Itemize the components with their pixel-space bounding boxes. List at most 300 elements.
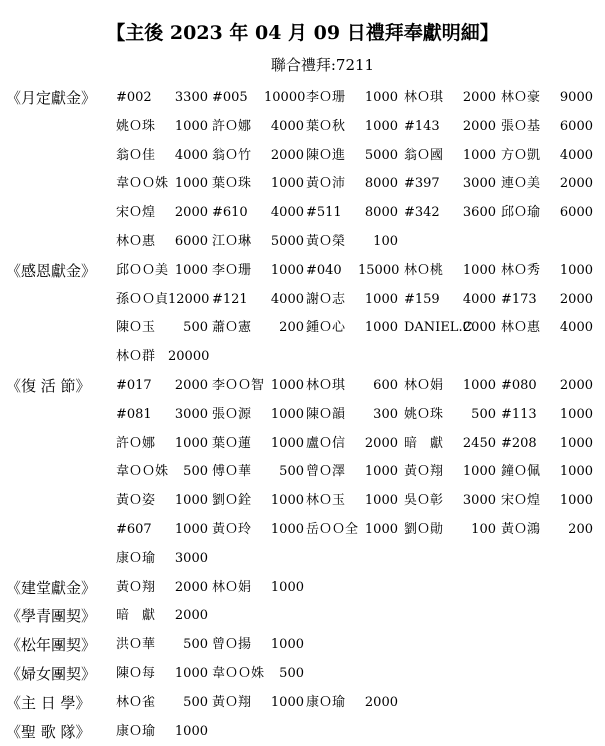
donation-amount: 4000 xyxy=(559,147,593,163)
donation-amount: 2000 xyxy=(462,320,496,336)
donation-amount: 2000 xyxy=(174,608,208,624)
donation-amount: 1000 xyxy=(270,176,304,192)
donor-entry xyxy=(501,84,593,113)
donor-name: #607 xyxy=(116,521,152,537)
donation-amount: 1000 xyxy=(364,90,398,105)
donor-entry xyxy=(116,372,208,401)
donor-entry xyxy=(212,430,304,459)
offering-section xyxy=(0,660,605,689)
donation-amount: 1000 xyxy=(462,262,496,278)
section-label: 《月定獻金》 xyxy=(6,89,97,107)
donor-name: 陳Ｏ玉 xyxy=(116,320,156,336)
donation-amount: 2000 xyxy=(364,694,398,710)
donation-amount: 9000 xyxy=(559,90,593,105)
donation-amount: 6000 xyxy=(559,118,593,134)
donor-name: 黃Ｏ榮 xyxy=(306,233,346,249)
donor-entry xyxy=(116,602,208,631)
donor-name: 劉Ｏ勛 xyxy=(404,521,444,537)
donation-amount: 4000 xyxy=(270,118,304,134)
donation-amount: 2000 xyxy=(559,176,593,192)
donation-amount: 1000 xyxy=(270,262,304,278)
donor-entry xyxy=(404,458,496,487)
page-title: 【主後 2023 年 04 月 09 日禮拜奉獻明細】 xyxy=(106,22,499,44)
donor-name: 葉Ｏ蓮 xyxy=(212,435,252,451)
donor-name: 劉Ｏ銓 xyxy=(212,493,252,509)
donor-name: 林Ｏ群 xyxy=(116,349,156,365)
donation-amount: 2000 xyxy=(174,205,208,221)
offering-row xyxy=(0,631,605,660)
donation-amount: 1000 xyxy=(462,147,496,163)
offering-section xyxy=(0,602,605,631)
donor-name: #511 xyxy=(306,205,342,221)
donation-amount: 200 xyxy=(279,320,304,336)
donation-amount: 2450 xyxy=(462,435,496,451)
donation-amount: 1000 xyxy=(174,665,208,681)
donation-amount: 1000 xyxy=(270,579,304,595)
donation-amount: 1000 xyxy=(270,694,304,710)
offering-row xyxy=(0,343,605,372)
donation-amount: 1000 xyxy=(559,493,593,509)
donor-name: 林Ｏ雀 xyxy=(116,694,156,710)
donor-entry xyxy=(212,458,304,487)
donor-name: 岳ＯＯ全 xyxy=(306,521,359,537)
donor-entry xyxy=(306,516,398,545)
offering-section xyxy=(0,84,605,257)
offering-section xyxy=(0,718,605,746)
donor-entry xyxy=(306,257,398,286)
offering-row xyxy=(0,170,605,199)
donor-entry xyxy=(212,84,304,113)
offering-row xyxy=(0,401,605,430)
service-total: 聯合禮拜:7211 xyxy=(270,56,375,74)
donation-amount: 10000 xyxy=(264,90,306,105)
donor-entry xyxy=(306,401,398,430)
donor-name: 林Ｏ琪 xyxy=(306,377,346,393)
section-label: 《松年團契》 xyxy=(6,636,97,655)
donor-entry xyxy=(212,574,304,603)
donor-name: 曾Ｏ揚 xyxy=(212,637,252,653)
donor-entry xyxy=(116,718,208,746)
offering-section xyxy=(0,689,605,718)
donation-amount: 100 xyxy=(471,521,496,537)
donation-amount: 1000 xyxy=(270,435,304,451)
donation-amount: 5000 xyxy=(364,147,398,163)
donor-name: 許Ｏ娜 xyxy=(212,118,252,134)
donation-amount: 3600 xyxy=(462,205,496,221)
donor-name: #342 xyxy=(404,205,440,221)
donor-entry xyxy=(116,430,208,459)
donation-amount: 1000 xyxy=(364,521,398,537)
donor-entry xyxy=(212,199,304,228)
offering-row xyxy=(0,372,605,401)
offering-sections xyxy=(0,84,605,746)
offering-row xyxy=(0,487,605,516)
donation-amount: 1000 xyxy=(559,262,593,278)
offering-row xyxy=(0,574,605,603)
donation-amount: 1000 xyxy=(559,435,593,451)
donation-amount: 8000 xyxy=(364,176,398,192)
donor-name: #397 xyxy=(404,176,440,192)
donation-amount: 1000 xyxy=(174,521,208,537)
donor-name: 黃Ｏ沛 xyxy=(306,176,346,192)
donor-name: 方Ｏ凱 xyxy=(501,147,541,163)
donor-name: 洪Ｏ華 xyxy=(116,637,156,653)
donor-name: 宋Ｏ煌 xyxy=(116,205,156,221)
donor-name: 葉Ｏ秋 xyxy=(306,118,346,134)
donor-name: 謝Ｏ志 xyxy=(306,291,346,307)
donation-amount: 8000 xyxy=(364,205,398,221)
offering-section xyxy=(0,631,605,660)
offering-row xyxy=(0,718,605,746)
donation-amount: 500 xyxy=(279,665,304,681)
donor-entry xyxy=(306,314,398,343)
donor-entry xyxy=(501,199,593,228)
donor-name: #121 xyxy=(212,291,248,307)
donor-name: #005 xyxy=(212,90,248,105)
donor-entry xyxy=(116,84,208,113)
donation-amount: 1000 xyxy=(462,377,496,393)
donor-entry xyxy=(212,257,304,286)
donor-name: 黃Ｏ翔 xyxy=(404,464,444,480)
donation-amount: 4000 xyxy=(270,291,304,307)
donation-amount: 200 xyxy=(568,521,593,537)
donation-amount: 2000 xyxy=(174,579,208,595)
donor-name: 蕭Ｏ憲 xyxy=(212,320,252,336)
donor-entry xyxy=(404,314,496,343)
donation-amount: 300 xyxy=(373,406,398,422)
donor-entry xyxy=(212,228,304,257)
donor-entry xyxy=(404,199,496,228)
donation-amount: 1000 xyxy=(364,493,398,509)
donor-name: 連Ｏ美 xyxy=(501,176,541,192)
donor-name: 翁Ｏ國 xyxy=(404,147,444,163)
donor-entry xyxy=(501,516,593,545)
donation-amount: 100 xyxy=(373,233,398,249)
donor-entry xyxy=(116,401,208,430)
donor-name: 陳Ｏ每 xyxy=(116,665,156,681)
donation-amount: 1000 xyxy=(174,262,208,278)
donation-amount: 1000 xyxy=(270,406,304,422)
donation-amount: 3300 xyxy=(174,90,208,105)
donor-name: 黃Ｏ鴻 xyxy=(501,521,541,537)
offering-row xyxy=(0,430,605,459)
offering-row xyxy=(0,689,605,718)
offering-section xyxy=(0,257,605,372)
donation-amount: 500 xyxy=(183,637,208,653)
donor-entry xyxy=(501,372,593,401)
donor-name: 姚Ｏ珠 xyxy=(404,406,444,422)
donor-entry xyxy=(212,170,304,199)
donation-amount: 1000 xyxy=(270,377,304,393)
donation-amount: 3000 xyxy=(462,493,496,509)
donor-entry xyxy=(306,430,398,459)
donor-name: 李Ｏ珊 xyxy=(212,262,252,278)
donation-amount: 4000 xyxy=(462,291,496,307)
donor-name: #159 xyxy=(404,291,440,307)
donor-entry xyxy=(306,372,398,401)
donation-amount: 500 xyxy=(183,464,208,480)
donor-entry xyxy=(404,372,496,401)
donor-name: 韋ＯＯ姝 xyxy=(212,665,265,681)
donor-name: 陳Ｏ進 xyxy=(306,147,346,163)
donor-name: 盧Ｏ信 xyxy=(306,435,346,451)
donation-amount: 500 xyxy=(471,406,496,422)
donation-amount: 6000 xyxy=(174,233,208,249)
donor-entry xyxy=(212,314,304,343)
donation-amount: 1000 xyxy=(174,435,208,451)
donor-name: 邱Ｏ瑜 xyxy=(501,205,541,221)
donation-amount: 2000 xyxy=(462,118,496,134)
donor-name: 林Ｏ豪 xyxy=(501,90,541,105)
donor-name: 林Ｏ琪 xyxy=(404,90,444,105)
donor-name: 林Ｏ娟 xyxy=(404,377,444,393)
donation-amount: 3000 xyxy=(462,176,496,192)
donor-name: 康Ｏ瑜 xyxy=(116,550,156,566)
donor-entry xyxy=(212,516,304,545)
donor-name: #017 xyxy=(116,377,152,393)
donor-entry xyxy=(212,372,304,401)
donor-name: #610 xyxy=(212,205,248,221)
donor-name: 孫ＯＯ貞 xyxy=(116,291,169,307)
donor-name: 林Ｏ娟 xyxy=(212,579,252,595)
donor-name: 黃Ｏ姿 xyxy=(116,493,156,509)
section-label: 《聖 歌 隊》 xyxy=(6,722,91,741)
donor-name: 鍾Ｏ心 xyxy=(306,320,346,336)
donor-entry xyxy=(404,516,496,545)
donor-entry xyxy=(212,286,304,315)
donation-amount: 1000 xyxy=(174,118,208,134)
donation-amount: 500 xyxy=(183,694,208,710)
donation-amount: 2000 xyxy=(462,90,496,105)
donor-entry xyxy=(116,228,208,257)
donation-amount: 2000 xyxy=(270,147,304,163)
offering-row xyxy=(0,314,605,343)
donor-name: 翁Ｏ佳 xyxy=(116,147,156,163)
donor-entry xyxy=(501,487,593,516)
section-label: 《婦女團契》 xyxy=(6,664,97,683)
donor-entry xyxy=(306,199,398,228)
donor-name: 姚Ｏ珠 xyxy=(116,118,156,134)
offering-row xyxy=(0,286,605,315)
donation-amount: 2000 xyxy=(559,377,593,393)
donor-name: 李ＯＯ智 xyxy=(212,377,265,393)
donation-amount: 6000 xyxy=(559,205,593,221)
donor-entry xyxy=(212,487,304,516)
donation-amount: 500 xyxy=(279,464,304,480)
donor-name: 暗 獻 xyxy=(404,435,444,451)
section-label: 《建堂獻金》 xyxy=(6,578,97,597)
donation-amount: 3000 xyxy=(174,550,208,566)
donation-amount: 1000 xyxy=(364,464,398,480)
donation-amount: 500 xyxy=(183,320,208,336)
donation-amount: 4000 xyxy=(270,205,304,221)
donor-name: DANIEL.C xyxy=(404,320,473,336)
donation-amount: 1000 xyxy=(270,493,304,509)
donor-entry xyxy=(116,516,208,545)
donor-name: 陳Ｏ韻 xyxy=(306,406,346,422)
donor-name: 韋ＯＯ姝 xyxy=(116,464,169,480)
donation-amount: 1000 xyxy=(364,320,398,336)
donor-name: 葉Ｏ珠 xyxy=(212,176,252,192)
donor-entry xyxy=(501,430,593,459)
donation-amount: 15000 xyxy=(358,262,400,278)
donor-entry xyxy=(212,631,304,660)
donation-amount: 2000 xyxy=(174,377,208,393)
donor-entry xyxy=(501,401,593,430)
donor-entry xyxy=(501,286,593,315)
donor-name: 韋ＯＯ姝 xyxy=(116,176,169,192)
donor-entry xyxy=(306,170,398,199)
donor-entry xyxy=(116,142,208,171)
donor-entry xyxy=(404,286,496,315)
donor-name: 黃Ｏ翔 xyxy=(212,694,252,710)
offering-section xyxy=(0,574,605,603)
offering-row xyxy=(0,545,605,574)
donor-name: 康Ｏ瑜 xyxy=(306,694,346,710)
donor-entry xyxy=(501,458,593,487)
donor-entry xyxy=(404,257,496,286)
donation-amount: 4000 xyxy=(559,320,593,336)
donor-entry xyxy=(404,113,496,142)
donation-amount: 2000 xyxy=(364,435,398,451)
donation-amount: 1000 xyxy=(462,464,496,480)
donation-amount: 1000 xyxy=(174,493,208,509)
donor-name: #081 xyxy=(116,406,152,422)
donor-name: 黃Ｏ翔 xyxy=(116,579,156,595)
section-label: 《復 活 節》 xyxy=(6,376,91,395)
donor-name: #208 xyxy=(501,435,537,451)
donor-name: 暗 獻 xyxy=(116,608,156,624)
donor-entry xyxy=(116,574,208,603)
donor-name: #080 xyxy=(501,377,537,393)
offering-row xyxy=(0,458,605,487)
donor-entry xyxy=(116,545,208,574)
donor-entry xyxy=(116,631,208,660)
donor-entry xyxy=(212,401,304,430)
donor-entry xyxy=(501,113,593,142)
donation-amount: 5000 xyxy=(270,233,304,249)
donor-entry xyxy=(306,487,398,516)
donor-entry xyxy=(501,257,593,286)
donor-entry xyxy=(306,142,398,171)
donor-name: #113 xyxy=(501,406,537,422)
donor-entry xyxy=(212,689,304,718)
donor-entry xyxy=(116,113,208,142)
offering-row xyxy=(0,660,605,689)
donor-entry xyxy=(306,113,398,142)
donation-amount: 1000 xyxy=(174,723,208,739)
donor-name: 傅Ｏ華 xyxy=(212,464,252,480)
donor-entry xyxy=(116,170,208,199)
donor-entry xyxy=(404,84,496,113)
donation-amount: 1000 xyxy=(270,637,304,653)
offering-row xyxy=(0,228,605,257)
donor-entry xyxy=(501,142,593,171)
donor-entry xyxy=(212,142,304,171)
donation-amount: 3000 xyxy=(174,406,208,422)
donor-name: 許Ｏ娜 xyxy=(116,435,156,451)
donor-entry xyxy=(212,113,304,142)
donor-entry xyxy=(306,84,398,113)
donor-entry xyxy=(116,660,208,689)
donation-amount: 20000 xyxy=(168,349,210,365)
offering-row xyxy=(0,113,605,142)
donor-entry xyxy=(116,314,208,343)
donor-name: 林Ｏ桃 xyxy=(404,262,444,278)
donor-entry xyxy=(306,228,398,257)
donor-entry xyxy=(501,314,593,343)
donor-entry xyxy=(116,257,208,286)
offering-row xyxy=(0,257,605,286)
donation-amount: 1000 xyxy=(559,464,593,480)
donor-name: 康Ｏ瑜 xyxy=(116,723,156,739)
offering-row xyxy=(0,142,605,171)
offering-row xyxy=(0,516,605,545)
donor-entry xyxy=(116,689,208,718)
offering-row xyxy=(0,602,605,631)
section-label: 《主 日 學》 xyxy=(6,693,91,712)
donor-entry xyxy=(212,660,304,689)
donation-amount: 1000 xyxy=(174,176,208,192)
donor-entry xyxy=(116,458,208,487)
donation-amount: 1000 xyxy=(270,521,304,537)
donor-name: 林Ｏ秀 xyxy=(501,262,541,278)
donor-entry xyxy=(404,487,496,516)
donor-entry xyxy=(306,689,398,718)
donation-amount: 1000 xyxy=(559,406,593,422)
donation-amount: 12000 xyxy=(168,291,210,307)
donor-entry xyxy=(404,430,496,459)
donation-amount: 1000 xyxy=(364,291,398,307)
donor-name: 江Ｏ琳 xyxy=(212,233,252,249)
donor-name: 宋Ｏ煌 xyxy=(501,493,541,509)
donor-entry xyxy=(404,142,496,171)
offering-section xyxy=(0,372,605,574)
donor-entry xyxy=(306,286,398,315)
donor-name: #040 xyxy=(306,262,342,278)
donation-amount: 600 xyxy=(373,377,398,393)
donor-name: 黃Ｏ玲 xyxy=(212,521,252,537)
section-label: 《感恩獻金》 xyxy=(6,261,97,280)
donor-name: 吳Ｏ彰 xyxy=(404,493,444,509)
donor-name: #002 xyxy=(116,90,152,105)
donation-amount: 4000 xyxy=(174,147,208,163)
donor-entry xyxy=(306,458,398,487)
donor-entry xyxy=(116,487,208,516)
donor-name: 張Ｏ源 xyxy=(212,406,252,422)
donor-name: 林Ｏ惠 xyxy=(116,233,156,249)
donor-name: 曾Ｏ澤 xyxy=(306,464,346,480)
donor-entry xyxy=(404,170,496,199)
donor-name: 李Ｏ珊 xyxy=(306,90,346,105)
donor-entry xyxy=(116,286,208,315)
section-label: 《學青團契》 xyxy=(6,607,97,626)
offering-row xyxy=(0,199,605,228)
donor-entry xyxy=(116,199,208,228)
donor-name: 張Ｏ基 xyxy=(501,118,541,134)
donor-name: 林Ｏ玉 xyxy=(306,493,346,509)
donor-name: #173 xyxy=(501,291,537,307)
donation-amount: 1000 xyxy=(364,118,398,134)
offering-row xyxy=(0,84,605,113)
donor-entry xyxy=(501,170,593,199)
donor-name: #143 xyxy=(404,118,440,134)
donor-name: 林Ｏ惠 xyxy=(501,320,541,336)
donor-name: 鐘Ｏ佩 xyxy=(501,464,541,480)
donor-name: 翁Ｏ竹 xyxy=(212,147,252,163)
donor-entry xyxy=(116,343,208,372)
donation-amount: 2000 xyxy=(559,291,593,307)
